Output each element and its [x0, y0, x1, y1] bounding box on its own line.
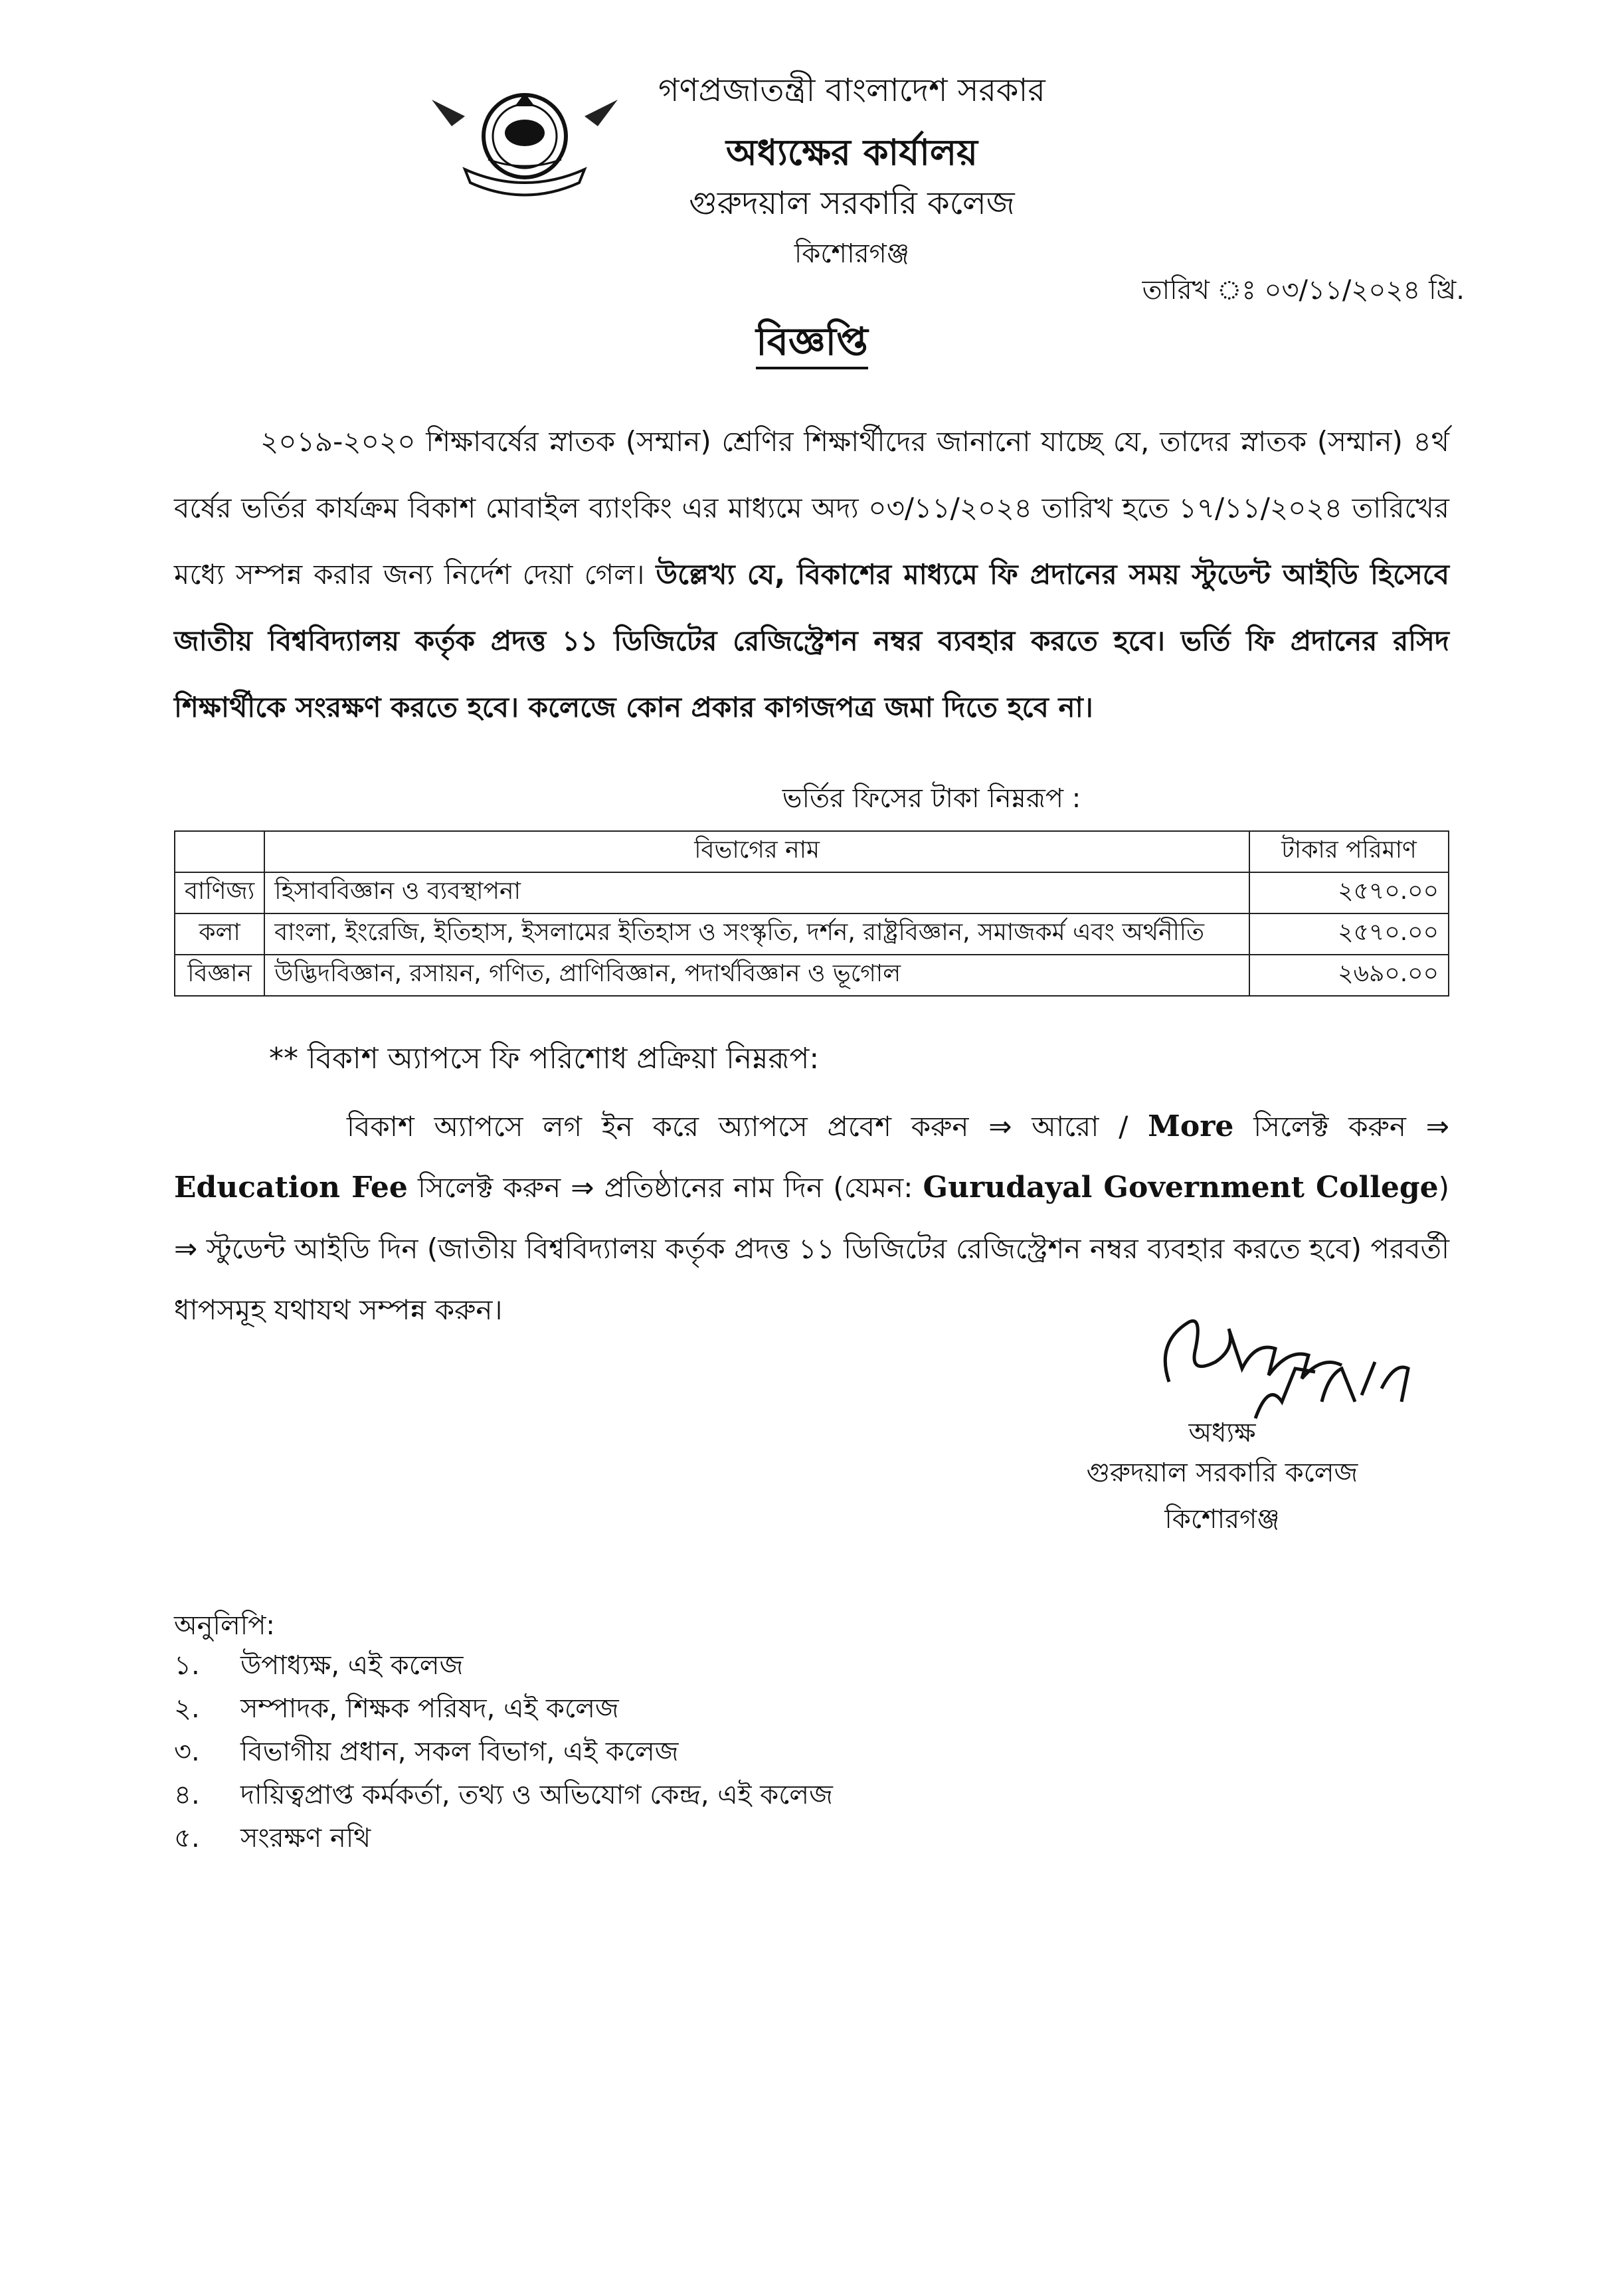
department-cell: হিসাববিজ্ঞান ও ব্যবস্থাপনা — [264, 872, 1249, 913]
signatory-place: কিশোরগঞ্জ — [1164, 1504, 1280, 1535]
notice-title — [0, 312, 1624, 377]
steps-college-name-example: Gurudayal Government College — [923, 1171, 1439, 1204]
header-cell-blank — [175, 831, 264, 872]
college-location: কিশোরগঞ্জ — [794, 239, 910, 269]
amount-cell: ২৬৯০.০০ — [1249, 955, 1449, 996]
header-cell-department: বিভাগের নাম — [264, 831, 1249, 872]
steps-text-4: ) ⇒ স্টুডেন্ট আইডি দিন (জাতীয় বিশ্ববিদ্যালয় কর্তৃক প্রদত্ত ১১ ডিজিটের রেজিস্ট্রেশন নম্বর ব্যবহার করতে হবে) পরবর্তী ধাপসমূহ যথাযথ সম্পন্ন করুন। — [174, 1171, 1449, 1326]
faculty-cell: বিজ্ঞান — [175, 955, 264, 996]
list-item — [174, 1644, 463, 1689]
table-row — [175, 913, 1449, 955]
table-row — [175, 872, 1449, 913]
office-header: অধ্যক্ষের কার্যালয় — [726, 132, 978, 173]
notice-body — [174, 409, 1449, 741]
list-item — [174, 1687, 619, 1732]
faculty-cell: বাণিজ্য — [175, 872, 264, 913]
copy-item-number: ২. — [174, 1693, 200, 1724]
fee-caption: ভর্তির ফিসের টাকা নিম্নরূপ : — [782, 783, 1081, 814]
copy-item-text: সংরক্ষণ নথি — [240, 1823, 371, 1854]
department-cell: বাংলা, ইংরেজি, ইতিহাস, ইসলামের ইতিহাস ও সংস্কৃতি, দর্শন, রাষ্ট্রবিজ্ঞান, সমাজকর্ম এবং অর্থনীতি — [264, 913, 1249, 955]
list-item — [174, 1774, 833, 1818]
notice-body-part2: উল্লেখ্য যে, বিকাশের মাধ্যমে ফি প্রদানের সময় স্টুডেন্ট আইডি হিসেবে জাতীয় বিশ্ববিদ্যালয় কর্তৃক প্রদত্ত ১১ ডিজিটের রেজিস্ট্রেশন নম্বর ব্যবহার করতে হবে। ভর্তি ফি প্রদানের রসিদ শিক্ষার্থীকে সংরক্ষণ করতে হবে। কলেজে কোন প্রকার কাগজপত্র জমা দিতে হবে না। — [174, 558, 1449, 723]
steps-education-fee-label: Education Fee — [174, 1171, 408, 1204]
copy-item-number: ৫. — [174, 1823, 200, 1854]
steps-text-2: সিলেক্ট করুন ⇒ — [1233, 1110, 1449, 1143]
amount-cell: ২৫৭০.০০ — [1249, 872, 1449, 913]
steps-more-label: More — [1148, 1109, 1234, 1143]
govt-header: গণপ্রজাতন্ত্রী বাংলাদেশ সরকার — [658, 72, 1045, 109]
header-cell-amount: টাকার পরিমাণ — [1249, 831, 1449, 872]
steps-text-1: বিকাশ অ্যাপসে লগ ইন করে অ্যাপসে প্রবেশ করুন ⇒ আরো / — [347, 1110, 1148, 1143]
list-item — [174, 1817, 371, 1861]
list-item — [174, 1731, 679, 1775]
faculty-cell: কলা — [175, 913, 264, 955]
copy-item-number: ১. — [174, 1650, 200, 1681]
copy-item-text: দায়িত্বপ্রাপ্ত কর্মকর্তা, তথ্য ও অভিযোগ কেন্দ্র, এই কলেজ — [240, 1780, 833, 1810]
table-row — [175, 955, 1449, 996]
copy-item-text: সম্পাদক, শিক্ষক পরিষদ, এই কলেজ — [240, 1693, 619, 1724]
college-name: গুরুদয়াল সরকারি কলেজ — [689, 185, 1015, 222]
department-cell: উদ্ভিদবিজ্ঞান, রসায়ন, গণিত, প্রাণিবিজ্ঞান, পদার্থবিজ্ঞান ও ভূগোল — [264, 955, 1249, 996]
copy-item-text: উপাধ্যক্ষ, এই কলেজ — [240, 1650, 464, 1681]
copy-item-number: ৩. — [174, 1737, 200, 1767]
copy-label: অনুলিপি: — [174, 1610, 275, 1641]
amount-cell: ২৫৭০.০০ — [1249, 913, 1449, 955]
copy-item-number: ৪. — [174, 1780, 200, 1810]
copy-item-text: বিভাগীয় প্রধান, সকল বিভাগ, এই কলেজ — [240, 1737, 679, 1767]
fee-table-header — [175, 831, 1449, 872]
payment-steps-title: ** বিকাশ অ্যাপসে ফি পরিশোধ প্রক্রিয়া নিম্নরূপ: — [269, 1042, 820, 1076]
notice-date: তারিখ ঃ ০৩/১১/২০২৪ খ্রি. — [1142, 275, 1465, 306]
signatory-college: গুরুদয়াল সরকারি কলেজ — [1086, 1458, 1358, 1488]
steps-text-3: সিলেক্ট করুন ⇒ প্রতিষ্ঠানের নাম দিন (যেমন: — [407, 1171, 923, 1204]
signatory-designation: অধ্যক্ষ — [1188, 1418, 1256, 1448]
notice-body-part1: ২০১৯-২০২০ শিক্ষাবর্ষের স্নাতক (সম্মান) শ্রেণির শিক্ষার্থীদের জানানো যাচ্ছে যে, তাদের স্নাতক (সম্মান) ৪র্থ বর্ষের ভর্তির কার্যক্রম বিকাশ মোবাইল ব্যাংকিং এর মাধ্যমে অদ্য ০৩/১১/২০২৪ তারিখ হতে ১৭/১১/২০২৪ তারিখের মধ্যে সম্পন্ন করার জন্য নির্দেশ দেয়া গেল। — [174, 425, 1449, 591]
handwritten-signature — [1142, 1302, 1421, 1422]
notice-title-text: বিজ্ঞপ্তি — [756, 319, 868, 369]
fee-table — [174, 830, 1449, 997]
